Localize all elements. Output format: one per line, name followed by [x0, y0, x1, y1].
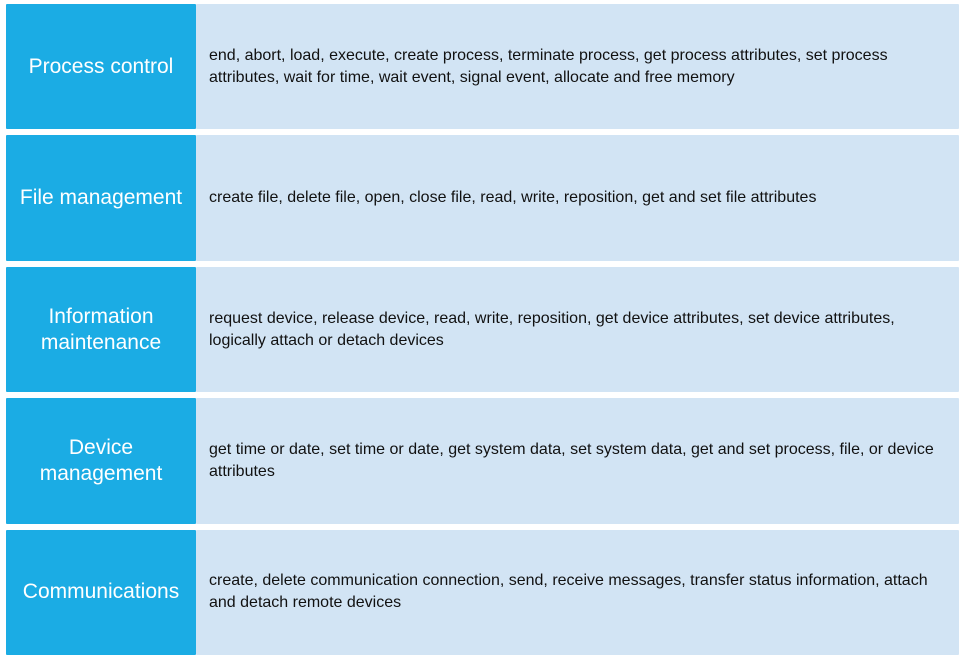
category-cell-communications — [6, 530, 196, 655]
category-label: File management — [19, 186, 183, 210]
table-row — [6, 530, 959, 655]
category-label: Process control — [28, 54, 174, 78]
calls-text: get time or date, set time or date, get system data, set system data, get and set process, file, or device attributes — [209, 440, 934, 480]
calls-text: create file, delete file, open, close file, read, write, reposition, get and set file attributes — [209, 189, 817, 207]
category-cell-file-management — [6, 135, 196, 260]
calls-cell-device-management — [196, 398, 959, 523]
category-cell-information-maintenance — [6, 267, 196, 392]
calls-cell-communications — [196, 530, 959, 655]
calls-text: create, delete communication connection, send, receive messages, transfer status information, attach and detach remote devices — [209, 572, 928, 612]
category-cell-process-control — [6, 4, 196, 129]
calls-text: end, abort, load, execute, create process, terminate process, get process attributes, set process attributes, wait for time, wait event, signal event, allocate and free memory — [209, 46, 888, 86]
table-row — [6, 398, 959, 523]
table-row — [6, 267, 959, 392]
category-label: Communications — [22, 580, 180, 604]
calls-text: request device, release device, read, write, reposition, get device attributes, set device attributes, logically attach or detach devices — [209, 309, 895, 349]
category-cell-device-management — [6, 398, 196, 523]
calls-cell-file-management — [196, 135, 959, 260]
category-label: Information maintenance — [40, 304, 162, 354]
table-row — [6, 4, 959, 129]
category-label: Device management — [39, 435, 163, 485]
calls-cell-information-maintenance — [196, 267, 959, 392]
table-row — [6, 135, 959, 260]
calls-cell-process-control — [196, 4, 959, 129]
